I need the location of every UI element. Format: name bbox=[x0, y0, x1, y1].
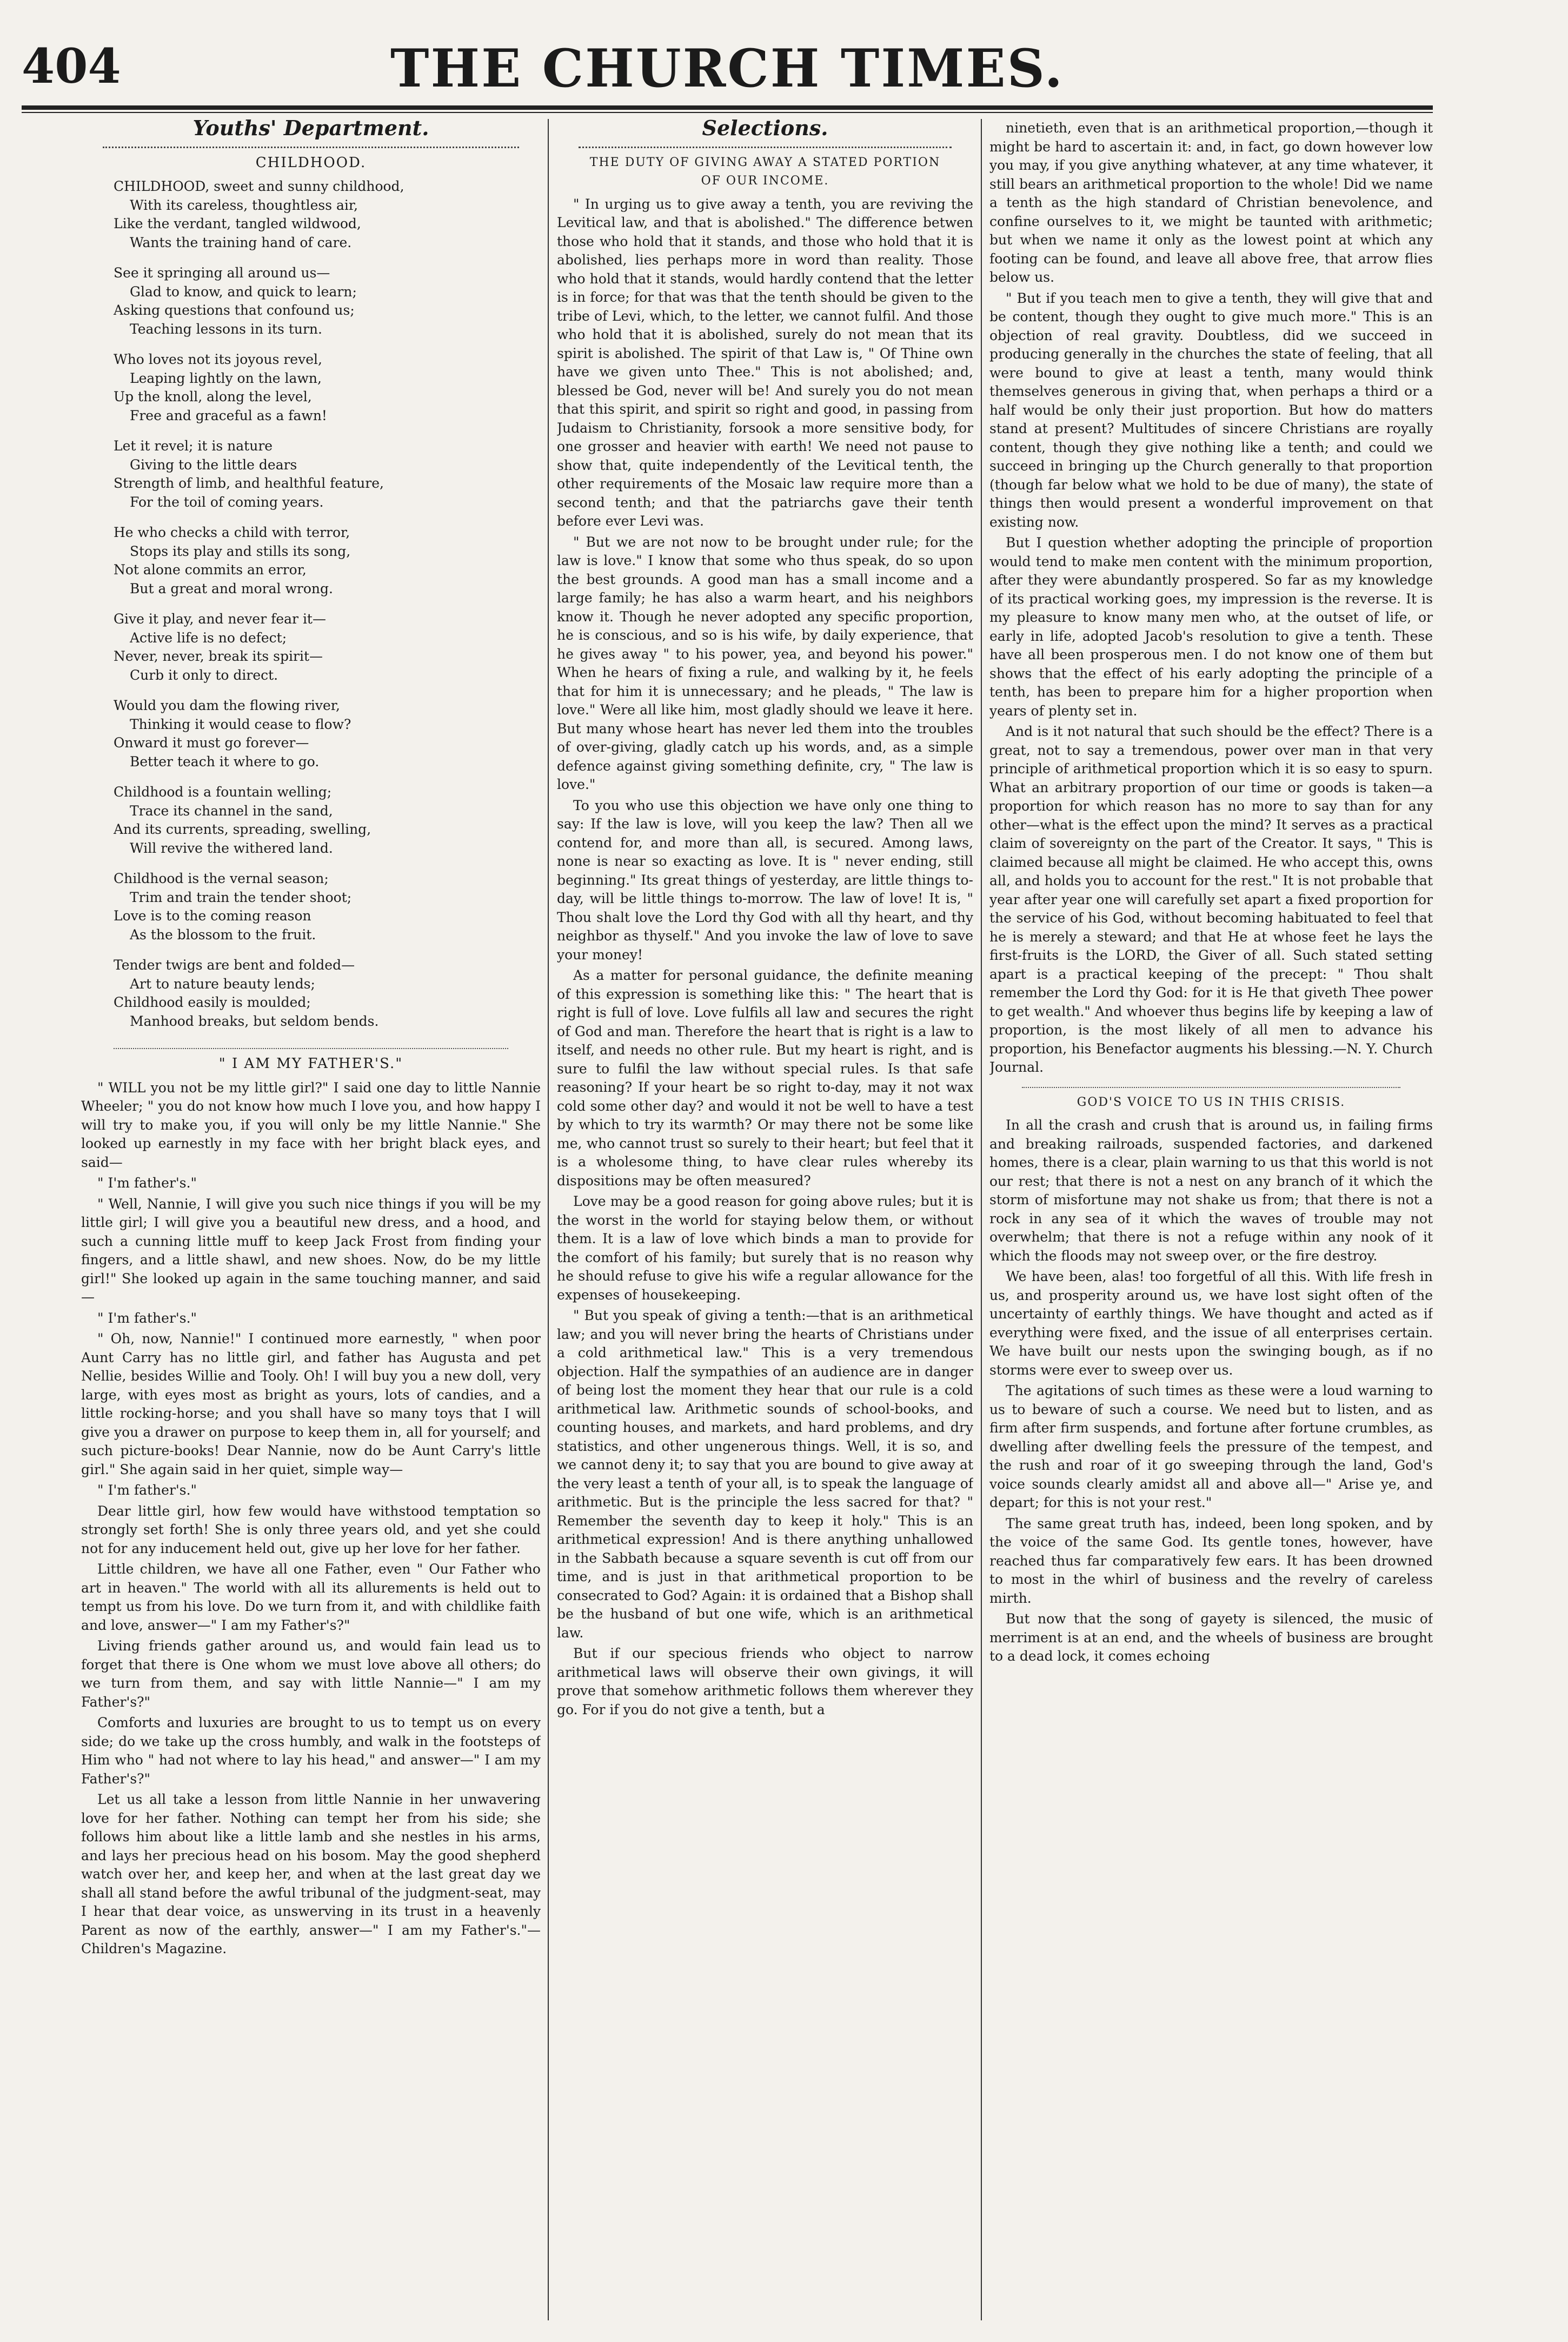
column-rule-1 bbox=[548, 119, 549, 2320]
poem-line: With its careless, thoughtless air, bbox=[130, 197, 358, 213]
poem-line: Asking questions that confound us; bbox=[114, 302, 355, 318]
ornamental-rule bbox=[114, 1043, 508, 1049]
poem-line: Love is to the coming reason bbox=[114, 908, 311, 924]
paragraph: But now that the song of gayety is silenced, the music of merriment is at an end, and the wheels of business are brought to a dead lock, it comes echoing bbox=[989, 1611, 1433, 1664]
masthead: THE CHURCH TIMES. bbox=[390, 38, 1064, 99]
poem-line: See it springing all around us— bbox=[114, 265, 330, 281]
poem-line: For the toil of coming years. bbox=[130, 494, 324, 510]
paragraph: The same great truth has, indeed, been long spoken, and by the voice of the same God. Its gentle tones, however, have reached thus far comparatively few ears. It has been drowned to most in the whirl of business and the revelry of careless mirth. bbox=[989, 1515, 1433, 1606]
poem-line: Leaping lightly on the lawn, bbox=[130, 370, 322, 386]
poem-line: Childhood is the vernal season; bbox=[114, 871, 329, 886]
poem-line: Give it play, and never fear it— bbox=[114, 611, 326, 627]
paragraph: But I question whether adopting the principle of proportion would tend to make men content with the minimum proportion, after they were abundantly prospered. So far as my knowledge of its practical working goes, my impression is the reverse. It is my pleasure to know many men who, at the outset of life, or early in life, adopted Jacob's resolution to give a tenth. These have all been prosperous men. I do not know one of them but shows that the effect of his early adopting the principle of a tenth, has been to prepare him for a higher proportion when years of plenty set in. bbox=[989, 535, 1433, 719]
poem-line: Manhood breaks, but seldom bends. bbox=[130, 1013, 379, 1029]
poem-stanza bbox=[114, 177, 541, 252]
paragraph: We have been, alas! too forgetful of all this. With life fresh in us, and prosperity around us, we have lost sight often of the uncertainty of earthly things. We have thought and acted as if everything were fixed, and the issue of all enterprises certain. We have built our nests upon the swinging bough, as if no storms were ever to sweep over us. bbox=[989, 1269, 1433, 1378]
poem-stanza bbox=[114, 956, 541, 1031]
poem-line: Let it revel; it is nature bbox=[114, 438, 273, 454]
column-continued bbox=[989, 119, 1433, 2320]
article-body bbox=[557, 195, 973, 1720]
paragraph: " WILL you not be my little girl?" I said one day to little Nannie Wheeler; " you do not know how much I love you, and how happy I will try to make you, if you will only be my little Nannie." She looked up earnestly in my face with her bright black eyes, and said— bbox=[81, 1079, 541, 1170]
paragraph: Love may be a good reason for going above rules; but it is the worst in the world for staying below them, or without them. It is a law of love which binds a man to provide for the comfort of his family; but surely that is no reason why he should refuse to give his wife a regular allowance for the expenses of housekeeping. bbox=[557, 1193, 973, 1303]
paragraph: " In urging us to give away a tenth, you are reviving the Levitical law, and that is abolished." The difference betwen those who hold that it stands, and those who hold that it is abolished, lies perhaps more in word than reality. Those who hold that it stands, would hardly contend that the letter is in force; for that was that the tenth should be given to the tribe of Levi, which, to the letter, we cannot fulfil. And those who hold that it is abolished, surely do not mean that its spirit is abolished. The spirit of that Law is, " Of Thine own have we given unto Thee." This is not abolished; and, blessed be God, never will be! And surely you do not mean that this spirit, and spirit so right and good, in passing from Judaism to Christianity, forsook a more sensitive body, for one grosser and heavier with earth! We need not pause to show that, quite independently of the Levitical tenth, the other requirements of the Mosaic law require more than a second tenth; and that the patriarchs gave their tenth before ever Levi was. bbox=[557, 196, 973, 529]
paragraph: " But you speak of giving a tenth:—that is an arithmetical law; and you will never bring the hearts of Christians under a cold arithmetical law." This is a very tremendous objection. Half the sympathies of an audience are in danger of being lost the moment they hear that our rule is a cold arithmetical law. Arithmetic sounds of school-books, and counting houses, and markets, and hard problems, and dry statistics, and other ungenerous things. Well, it is so, and we cannot deny it; to say that you are bound to give away at the very least a tenth of your all, is to speak the language of arithmetic. But is the principle the less sacred for that? " Remember the seventh day to keep it holy." This is an arithmetical expression! And is there anything unhallowed in the Sabbath because a square seventh is cut off from our time, and is just in that arithmetical proportion to be consecrated to God? Again: it is ordained that a Bishop shall be the husband of but one wife, which is an arithmetical law. bbox=[557, 1308, 973, 1641]
poem-childhood bbox=[114, 177, 541, 1031]
paragraph: " I'm father's." bbox=[97, 1310, 197, 1326]
poem-line: Childhood easily is moulded; bbox=[114, 994, 311, 1010]
poem-line: Strength of limb, and healthful feature, bbox=[114, 475, 384, 491]
poem-line: Curb it only to direct. bbox=[130, 667, 278, 683]
poem-line: Would you dam the flowing river, bbox=[114, 698, 340, 713]
paragraph: " I'm father's." bbox=[97, 1482, 197, 1498]
poem-line: He who checks a child with terror, bbox=[114, 525, 350, 540]
paragraph: As a matter for personal guidance, the definite meaning of this expression is something like this: " The heart that is right is full of love. Love fulfils all law and secures the right of God and man. Therefore the heart that is right is a law to itself, and needs no other rule. But my heart is right, and is sure to fulfil the law without special rules. Is that safe reasoning? If your heart be so right to-day, may it not wax cold some other day? and would it not be well to have a test by which to try its warmth? Or may there not be some like me, who cannot trust so surely to their heart; but feel that it is a wholesome thing, to have clear rules whereby its dispositions may be often measured? bbox=[557, 967, 973, 1189]
paragraph: And is it not natural that such should be the effect? There is a great, not to say a tremendous, power over man in that very principle of arithmetical proportion which it is so easy to spurn. What an arbitrary proportion of our time or goods is taken—a proportion for which reason has no more to say than for any other—what is the effect upon the mind? It serves as a practical claim of sovereignty on the part of the Creator. It says, " This is claimed because all might be claimed. He who accept this, owns all, and holds you to account for the rest." It is not probable that year after year one will carefully set apart a fixed proportion for the service of his God, without becoming habituated to feel that he is merely a steward; and that He at whose feet he lays the first-fruits is the LORD, the Giver of all. Such stated setting apart is a practical keeping of the precept: " Thou shalt remember the Lord thy God: for it is He that giveth Thee power to get wealth." And whoever thus begins life by keeping a law of proportion, is the most likely of all men to advance his proportion, his Benefactor augments his blessing.—N. Y. Church Journal. bbox=[989, 724, 1433, 1075]
poem-line: Active life is no defect; bbox=[130, 629, 287, 646]
paragraph: ninetieth, even that is an arithmetical proportion,—though it might be hard to ascertain it: and, in fact, go down however low you may, if you give anything whatever, at any time whatever, it still bears an arithmetical proportion to the whole! Did we name a tenth as the high standard of Christian benevolence, and confine ourselves to it, we might be taunted with arithmetic; but when we name it only as the lowest point at which any footing can be found, and leave all above free, that arrow flies below us. bbox=[989, 120, 1433, 285]
poem-line: CHILDHOOD, sweet and sunny childhood, bbox=[114, 178, 404, 194]
ornamental-rule bbox=[103, 141, 519, 148]
poem-line: Like the verdant, tangled wildwood, bbox=[114, 216, 361, 231]
story-body bbox=[81, 1079, 541, 1959]
poem-line: And its currents, spreading, swelling, bbox=[114, 821, 371, 837]
poem-line: Giving to the little dears bbox=[130, 456, 297, 473]
poem-line: Trim and train the tender shoot; bbox=[130, 889, 352, 905]
page-number: 404 bbox=[22, 38, 121, 94]
article-body-continued bbox=[989, 119, 1433, 1077]
poem-line: But a great and moral wrong. bbox=[130, 580, 333, 596]
poem-line: Who loves not its joyous revel, bbox=[114, 351, 322, 367]
ornamental-rule bbox=[1022, 1082, 1400, 1088]
paragraph: " I'm father's." bbox=[97, 1175, 197, 1191]
poem-line: Up the knoll, along the level, bbox=[114, 389, 312, 404]
column-youths-department bbox=[81, 119, 541, 2320]
poem-line: Free and graceful as a fawn! bbox=[130, 407, 327, 423]
poem-stanza bbox=[114, 523, 541, 598]
poem-line: Art to nature beauty lends; bbox=[130, 976, 315, 992]
poem-stanza bbox=[114, 783, 541, 858]
poem-title: CHILDHOOD. bbox=[255, 154, 367, 171]
poem-line: Tender twigs are bent and folded— bbox=[114, 957, 355, 973]
paragraph: Living friends gather around us, and would fain lead us to forget that there is One whom we must love above all others; do we turn from them, and say with little Nannie—" I am my Father's?" bbox=[81, 1638, 541, 1710]
article2-title: GOD'S VOICE TO US IN THIS CRISIS. bbox=[1077, 1095, 1346, 1109]
article-title bbox=[557, 154, 973, 191]
paragraph: The agitations of such times as these were a loud warning to us to beware of such a course. We need but to listen, and as firm after firm suspends, and fortune after fortune crumbles, as dwelling after dwelling feels the pressure of the tempest, and the rush and roar of it go sweeping through the land, God's voice sounds clearly amidst all and above all—" Arise ye, and depart; for this is not your rest." bbox=[989, 1383, 1433, 1510]
paragraph: " Oh, now, Nannie!" I continued more earnestly, " when poor Aunt Carry has no little girl, and father has Augusta and pet Nellie, besides Willie and Tooly. Oh! I will buy you a new doll, very large, with eyes most as bright as yours, lots of candies, and a little rocking-horse; and you shall have so many toys that I will give you a drawer on purpose to keep them in, all for yourself; and such picture-books! Dear Nannie, now do be Aunt Carry's little girl." She again said in her quiet, simple way— bbox=[81, 1331, 541, 1477]
story-title: " I AM MY FATHER'S." bbox=[218, 1056, 403, 1072]
poem-line: Will revive the withered land. bbox=[130, 840, 333, 856]
header-rule-thin bbox=[22, 112, 1433, 113]
poem-line: Onward it must go forever— bbox=[114, 735, 309, 751]
poem-stanza bbox=[114, 870, 541, 944]
article-title-line: OF OUR INCOME. bbox=[701, 174, 829, 188]
poem-line: Teaching lessons in its turn. bbox=[130, 321, 322, 337]
poem-stanza bbox=[114, 437, 541, 512]
poem-line: Never, never, break its spirit— bbox=[114, 648, 323, 664]
poem-line: Not alone commits an error, bbox=[114, 562, 307, 578]
poem-line: Childhood is a fountain welling; bbox=[114, 784, 332, 800]
paragraph: Dear little girl, how few would have withstood temptation so strongly set forth! She is only three years old, and yet she could not for any inducement held out, give up her love for her father. bbox=[81, 1503, 541, 1556]
page-header bbox=[22, 38, 1433, 103]
paragraph: To you who use this objection we have only one thing to say: If the law is love, will you keep the law? Then all we contend for, and more than all, is secured. Among laws, none is near so exacting as love. It is " never ending, still beginning." Its great things of yesterday, are little things to-day, will be little things to-morrow. The law of love! It is, " Thou shalt love the Lord thy God with all thy heart, and thy neighbor as thyself." And you invoke the law of love to save your money! bbox=[557, 797, 973, 963]
poem-line: Trace its channel in the sand, bbox=[130, 802, 333, 819]
poem-stanza bbox=[114, 350, 541, 425]
section-head-youths: Youths' Department. bbox=[192, 119, 429, 140]
poem-line: As the blossom to the fruit. bbox=[130, 926, 316, 943]
paragraph: Comforts and luxuries are brought to us to tempt us on every side; do we take up the cross humbly, and walk in the footsteps of Him who " had not where to lay his head," and answer—" I am my Father's?" bbox=[81, 1715, 541, 1787]
paragraph: " Well, Nannie, I will give you such nice things if you will be my little girl; I will give you a beautiful new dress, and a hood, and such a cunning little muff to keep Jack Frost from finding your fingers, and a little shawl, and new shoes. Now, do be my little girl!" She looked up again in the same touching manner, and said— bbox=[81, 1196, 541, 1305]
ornamental-rule bbox=[579, 141, 952, 148]
column-selections bbox=[557, 119, 973, 2320]
poem-stanza bbox=[114, 610, 541, 685]
article2-body bbox=[989, 1116, 1433, 1666]
poem-stanza bbox=[114, 264, 541, 339]
poem-line: Better teach it where to go. bbox=[130, 753, 320, 769]
paragraph: Let us all take a lesson from little Nannie in her unwavering love for her father. Nothing can tempt her from his side; she follows him about like a little lamb and she nestles in his arms, and lays her precious head on his bosom. May the good shepherd watch over her, and keep her, and when at the last great day we shall all stand before the awful tribunal of the judgment-seat, may I hear that dear voice, as unswerving in its trust in a heavenly Parent as now of the earthly, answer—" I am my Father's."—Children's Magazine. bbox=[81, 1792, 541, 1956]
paragraph: In all the crash and crush that is around us, in failing firms and breaking railroads, suspended factories, and darkened homes, there is a clear, plain warning to us that this world is not our rest; that there is not a nest on any branch of it which the storm of misfortune may not shake us from; that there is not a rock in any sea of it which the waves of trouble may not overwhelm; that there is not a refuge within any nook of it which the floods may not sweep over, or the fire destroy. bbox=[989, 1117, 1433, 1264]
paragraph: But if our specious friends who object to narrow arithmetical laws will observe their own givings, it will prove that somehow arithmetic follows them wherever they go. For if you do not give a tenth, but a bbox=[557, 1646, 973, 1717]
poem-line: Thinking it would cease to flow? bbox=[130, 716, 351, 732]
paragraph: " But we are not now to be brought under rule; for the law is love." I know that some who thus speak, do so upon the best grounds. A good man has a small income and a large family; he has also a warm heart, and his neighbors know it. Though he never adopted any specific proportion, he is conscious, and so is his wife, by daily experience, that he gives away " to his power, yea, and beyond his power." When he hears of fixing a rule, and walking by it, he feels that for him it is unnecessary; and he pleads, " The law is love." Were all like him, most gladly should we leave it here. But many whose heart has never led them into the troubles of over-giving, gladly catch up his words, and, as a simple defence against giving something definite, cry, " The law is love." bbox=[557, 534, 973, 792]
poem-line: Wants the training hand of care. bbox=[130, 234, 352, 250]
paragraph: Little children, we have all one Father, even " Our Father who art in heaven." The world with all its allurements is held out to tempt us from his love. Do we turn from it, and with childlike faith and love, answer—" I am my Father's?" bbox=[81, 1561, 541, 1633]
column-rule-2 bbox=[981, 119, 982, 2320]
poem-line: Stops its play and stills its song, bbox=[130, 543, 351, 559]
header-rule bbox=[22, 105, 1433, 110]
poem-stanza bbox=[114, 696, 541, 771]
poem-line: Glad to know, and quick to learn; bbox=[130, 283, 357, 300]
paragraph: " But if you teach men to give a tenth, they will give that and be content, though they ought to give much more." This is an objection of real gravity. Doubtless, did we succeed in producing generally in the churches the state of feeling, that all were bound to give at least a tenth, many would think themselves generous in giving that, when perhaps a third or a half would be only their just proportion. But how do matters stand at present? Multitudes of sincere Christians are royally content, though they give nothing like a tenth; and could we succeed in bringing up the Church generally to that proportion (though far below what we hold to be due of many), the state of things then would present a wonderful improvement on that existing now. bbox=[989, 290, 1433, 530]
article-title-line: THE DUTY OF GIVING AWAY A STATED PORTION bbox=[589, 155, 941, 169]
section-head-selections: Selections. bbox=[702, 119, 828, 140]
